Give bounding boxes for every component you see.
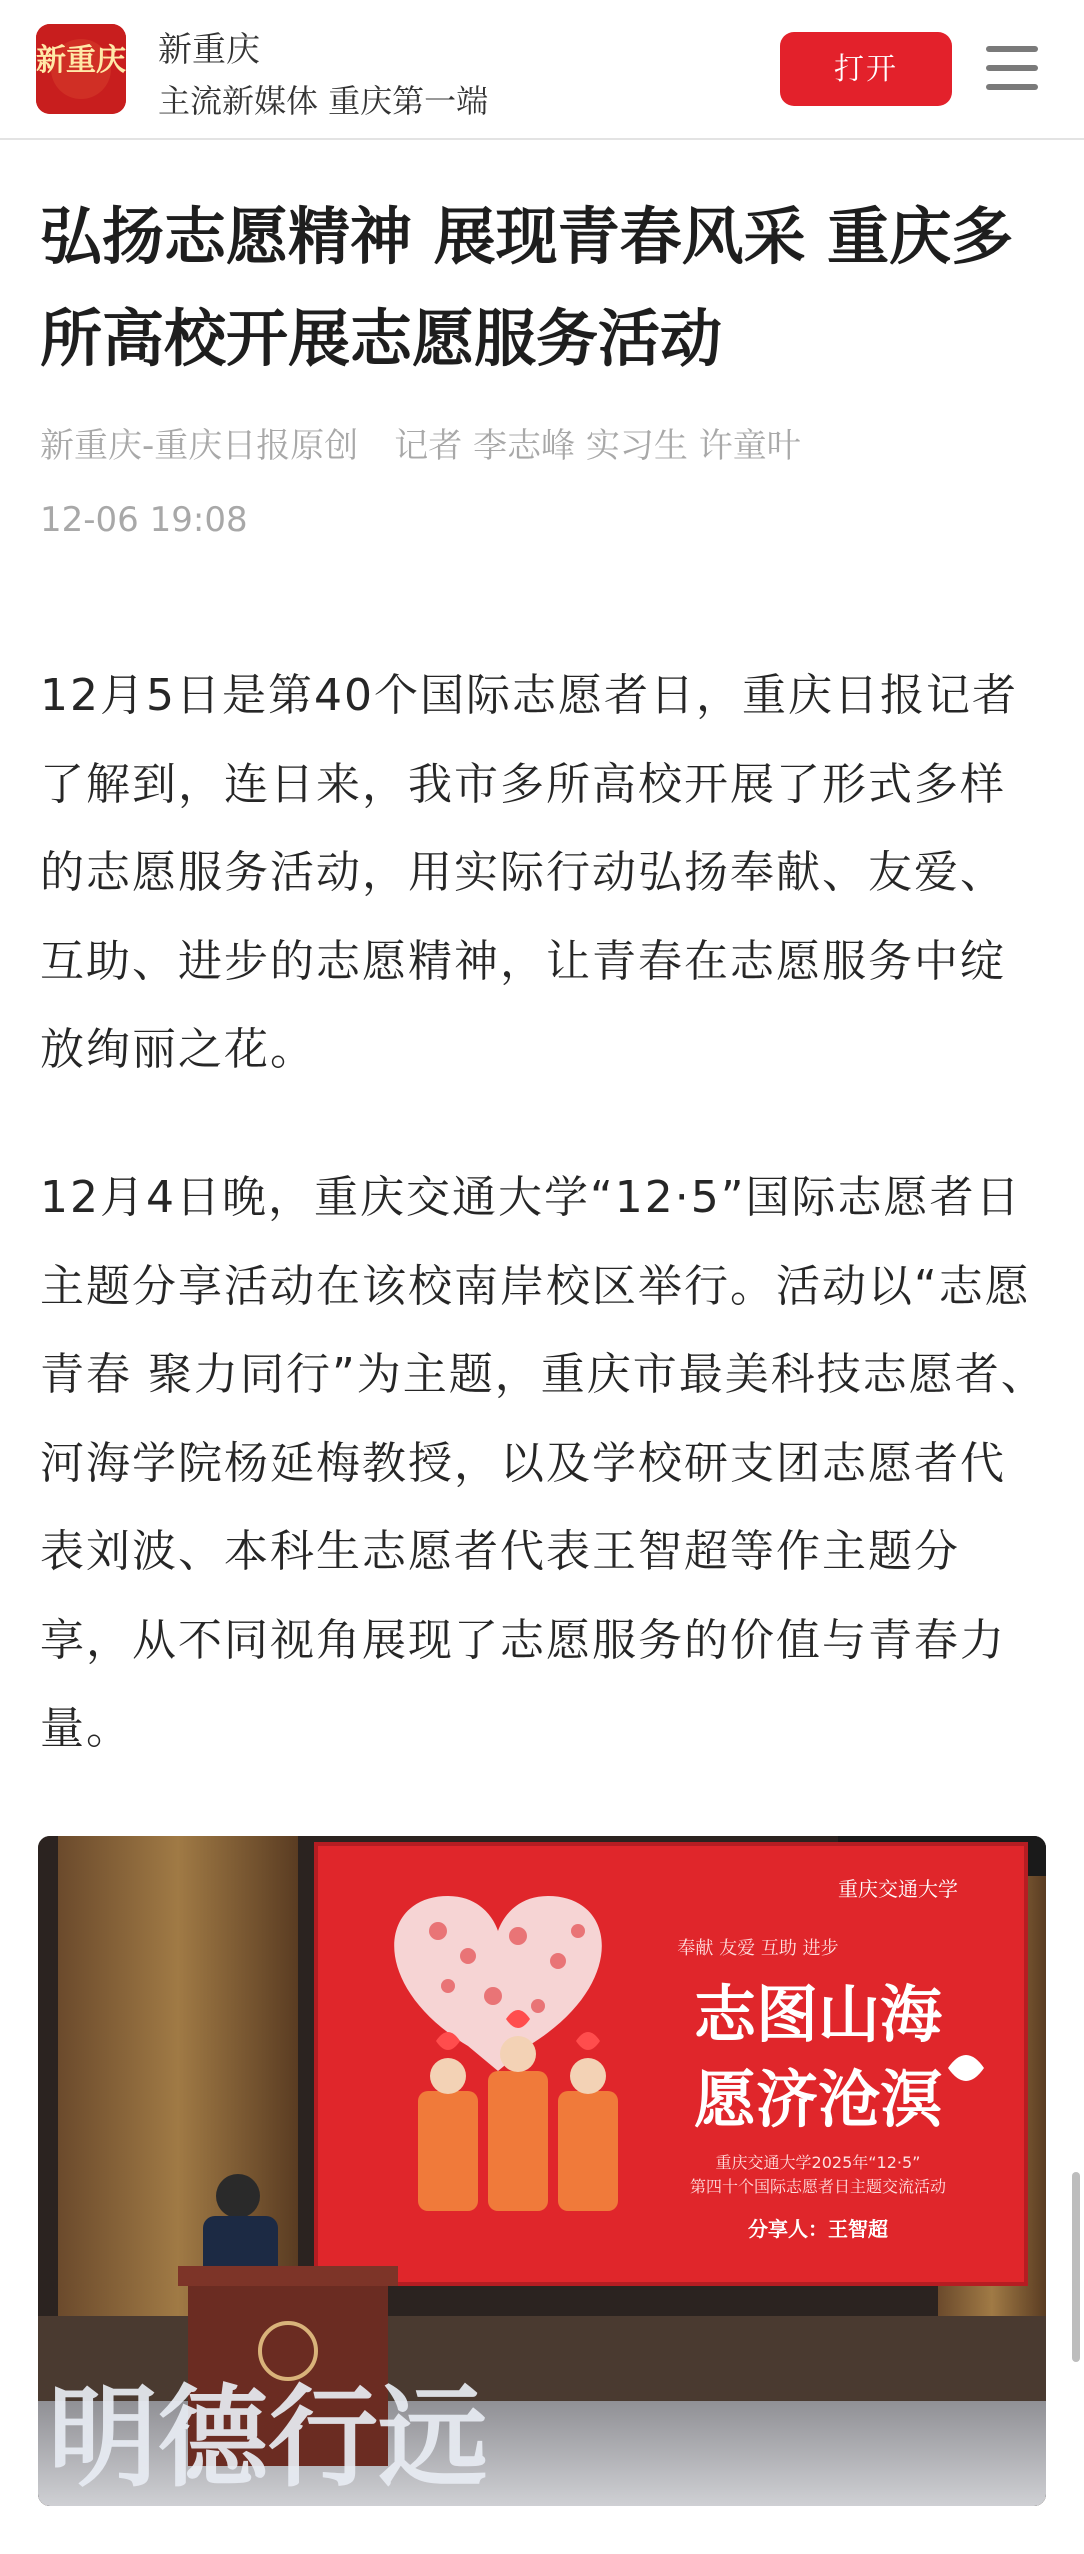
hamburger-menu-icon[interactable] xyxy=(986,46,1038,90)
logo-text: 新重庆 xyxy=(36,43,126,78)
screen-event-2: 第四十个国际志愿者日主题交流活动 xyxy=(689,2177,947,2196)
app-banner xyxy=(0,0,1084,140)
article-paragraph: 12月4日晚，重庆交通大学“12·5”国际志愿者日主题分享活动在该校南岸校区举行。活动以“志愿青春 聚力同行”为主题，重庆市最美科技志愿者、河海学院杨延梅教授，以及学校研支团志愿者代表刘波、本科生志愿者代表王智超等作主题分享，从不同视角展现了志愿服务的价值与青春力量。 xyxy=(40,1172,1047,1754)
screen-headline-1: 志图山海 xyxy=(693,1978,943,2051)
screen-speaker: 分享人：王智超 xyxy=(748,2217,888,2241)
stage-text: 明德行远 xyxy=(48,2373,488,2502)
article-photo[interactable] xyxy=(38,1836,1046,2506)
app-tagline: 主流新媒体 重庆第一端 xyxy=(158,82,489,120)
scrollbar-thumb[interactable] xyxy=(1072,2172,1080,2362)
article-reporter: 记者 李志峰 实习生 许童叶 xyxy=(394,426,801,466)
article-source: 新重庆-重庆日报原创 xyxy=(40,426,359,466)
article-byline xyxy=(40,418,801,467)
app-logo xyxy=(36,24,126,114)
screen-event-1: 重庆交通大学2025年“12·5” xyxy=(715,2153,921,2172)
article-title: 弘扬志愿精神 展现青春风采 重庆多所高校开展志愿服务活动 xyxy=(40,200,1014,375)
publish-time: 12-06 19:08 xyxy=(40,500,248,540)
open-app-button[interactable]: 打开 xyxy=(780,32,952,106)
article-paragraph: 12月5日是第40个国际志愿者日，重庆日报记者了解到，连日来，我市多所高校开展了形式多样的志愿服务活动，用实际行动弘扬奉献、友爱、互助、进步的志愿精神，让青春在志愿服务中绽放绚丽之花。 xyxy=(40,670,1018,1075)
screen-slogan: 奉献 友爱 互助 进步 xyxy=(677,1938,839,1959)
screen-headline-2: 愿济沧溟 xyxy=(693,2063,943,2136)
screen-university: 重庆交通大学 xyxy=(838,1877,958,1901)
app-name: 新重庆 xyxy=(158,30,260,70)
